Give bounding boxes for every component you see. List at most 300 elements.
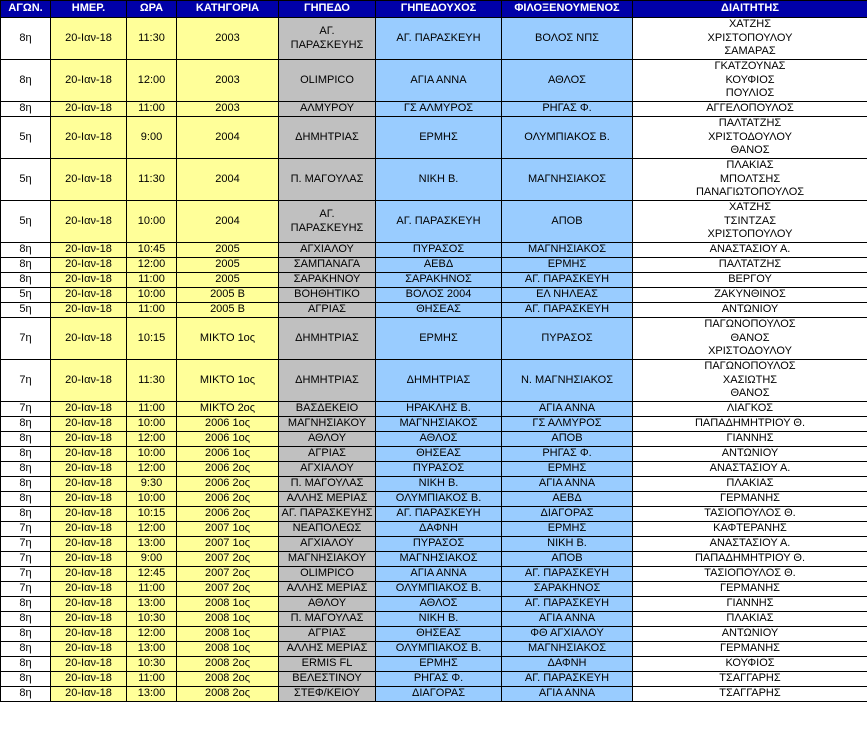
category-cell: 2005	[177, 243, 279, 258]
date-cell: 20-Ιαν-18	[51, 243, 127, 258]
round-cell: 8η	[1, 477, 51, 492]
category-cell: 2007 1ος	[177, 522, 279, 537]
referee-cell: ΑΝΑΣΤΑΣΙΟΥ Α.	[633, 243, 867, 258]
time-cell: 12:45	[127, 567, 177, 582]
category-cell: ΜΙΚΤΟ 1ος	[177, 360, 279, 402]
time-cell: 10:45	[127, 243, 177, 258]
table-row	[1, 492, 867, 507]
away-team-cell: ΕΛ ΝΗΛΕΑΣ	[502, 288, 633, 303]
time-cell: 11:30	[127, 360, 177, 402]
date-cell: 20-Ιαν-18	[51, 18, 127, 60]
referee-cell: ΤΣΑΓΓΑΡΗΣ	[633, 672, 867, 687]
table-row	[1, 657, 867, 672]
away-team-cell: ΡΗΓΑΣ Φ.	[502, 102, 633, 117]
away-team-cell: ΑΠΟΒ	[502, 552, 633, 567]
round-cell: 8η	[1, 642, 51, 657]
away-team-cell: ΑΘΛΟΣ	[502, 60, 633, 102]
round-cell: 8η	[1, 462, 51, 477]
time-cell: 13:00	[127, 687, 177, 702]
time-cell: 9:00	[127, 552, 177, 567]
date-cell: 20-Ιαν-18	[51, 552, 127, 567]
table-row	[1, 243, 867, 258]
away-team-cell: ΜΑΓΝΗΣΙΑΚΟΣ	[502, 243, 633, 258]
time-cell: 11:00	[127, 402, 177, 417]
round-cell: 8η	[1, 507, 51, 522]
header-away-team: ΦΙΛΟΞΕΝΟΥΜΕΝΟΣ	[502, 1, 633, 18]
time-cell: 10:15	[127, 507, 177, 522]
time-cell: 13:00	[127, 537, 177, 552]
referee-cell: ΧΑΤΖΗΣ ΧΡΙΣΤΟΠΟΥΛΟΥ ΣΑΜΑΡΑΣ	[633, 18, 867, 60]
venue-cell: ΑΓΧΙΑΛΟΥ	[279, 537, 376, 552]
time-cell: 12:00	[127, 258, 177, 273]
time-cell: 13:00	[127, 597, 177, 612]
category-cell: 2008 2ος	[177, 672, 279, 687]
home-team-cell: ΒΟΛΟΣ 2004	[376, 288, 502, 303]
table-row	[1, 117, 867, 159]
home-team-cell: ΑΓΙΑ ΑΝΝΑ	[376, 567, 502, 582]
round-cell: 8η	[1, 243, 51, 258]
home-team-cell: ΜΑΓΝΗΣΙΑΚΟΣ	[376, 552, 502, 567]
home-team-cell: ΘΗΣΕΑΣ	[376, 627, 502, 642]
venue-cell: ΣΤΕΦ/ΚΕΙΟΥ	[279, 687, 376, 702]
date-cell: 20-Ιαν-18	[51, 432, 127, 447]
round-cell: 8η	[1, 657, 51, 672]
away-team-cell: ΠΥΡΑΣΟΣ	[502, 318, 633, 360]
home-team-cell: ΝΙΚΗ Β.	[376, 477, 502, 492]
round-cell: 7η	[1, 552, 51, 567]
time-cell: 10:00	[127, 201, 177, 243]
time-cell: 11:00	[127, 273, 177, 288]
referee-cell: ΑΝΑΣΤΑΣΙΟΥ Α.	[633, 462, 867, 477]
table-row	[1, 687, 867, 702]
home-team-cell: ΡΗΓΑΣ Φ.	[376, 672, 502, 687]
date-cell: 20-Ιαν-18	[51, 642, 127, 657]
category-cell: 2008 1ος	[177, 642, 279, 657]
category-cell: 2008 2ος	[177, 657, 279, 672]
table-row	[1, 102, 867, 117]
category-cell: 2006 2ος	[177, 462, 279, 477]
time-cell: 13:00	[127, 642, 177, 657]
home-team-cell: ΘΗΣΕΑΣ	[376, 303, 502, 318]
date-cell: 20-Ιαν-18	[51, 303, 127, 318]
home-team-cell: ΟΛΥΜΠΙΑΚΟΣ Β.	[376, 642, 502, 657]
table-row	[1, 537, 867, 552]
away-team-cell: ΦΘ ΑΓΧΙΑΛΟΥ	[502, 627, 633, 642]
table-row	[1, 597, 867, 612]
header-referee: ΔΙΑΙΤΗΤΗΣ	[633, 1, 867, 18]
time-cell: 9:00	[127, 117, 177, 159]
venue-cell: ΑΛΜΥΡΟΥ	[279, 102, 376, 117]
away-team-cell: ΔΑΦΝΗ	[502, 657, 633, 672]
table-row	[1, 273, 867, 288]
away-team-cell: ΑΕΒΔ	[502, 492, 633, 507]
referee-cell: ΤΑΣΙΟΠΟΥΛΟΣ Θ.	[633, 507, 867, 522]
header-home-team: ΓΗΠΕΔΟΥΧΟΣ	[376, 1, 502, 18]
time-cell: 12:00	[127, 432, 177, 447]
venue-cell: ΔΗΜΗΤΡΙΑΣ	[279, 360, 376, 402]
table-row	[1, 567, 867, 582]
table-row	[1, 627, 867, 642]
away-team-cell: ΑΓ. ΠΑΡΑΣΚΕΥΗ	[502, 672, 633, 687]
away-team-cell: ΑΠΟΒ	[502, 432, 633, 447]
time-cell: 11:00	[127, 303, 177, 318]
date-cell: 20-Ιαν-18	[51, 597, 127, 612]
category-cell: 2008 2ος	[177, 687, 279, 702]
round-cell: 8η	[1, 687, 51, 702]
time-cell: 11:00	[127, 102, 177, 117]
time-cell: 10:00	[127, 447, 177, 462]
date-cell: 20-Ιαν-18	[51, 258, 127, 273]
away-team-cell: ΑΓ. ΠΑΡΑΣΚΕΥΗ	[502, 303, 633, 318]
table-row	[1, 303, 867, 318]
home-team-cell: ΝΙΚΗ Β.	[376, 612, 502, 627]
away-team-cell: ΝΙΚΗ Β.	[502, 537, 633, 552]
category-cell: 2003	[177, 102, 279, 117]
category-cell: 2005 Β	[177, 288, 279, 303]
header-date: ΗΜΕΡ.	[51, 1, 127, 18]
category-cell: 2008 1ος	[177, 612, 279, 627]
venue-cell: ΑΓ. ΠΑΡΑΣΚΕΥΗΣ	[279, 201, 376, 243]
table-row	[1, 402, 867, 417]
home-team-cell: ΠΥΡΑΣΟΣ	[376, 462, 502, 477]
away-team-cell: Ν. ΜΑΓΝΗΣΙΑΚΟΣ	[502, 360, 633, 402]
category-cell: 2007 2ος	[177, 567, 279, 582]
table-row	[1, 507, 867, 522]
category-cell: 2004	[177, 159, 279, 201]
referee-cell: ΓΙΑΝΝΗΣ	[633, 432, 867, 447]
venue-cell: ERMIS FL	[279, 657, 376, 672]
venue-cell: ΔΗΜΗΤΡΙΑΣ	[279, 318, 376, 360]
referee-cell: ΠΑΛΤΑΤΖΗΣ	[633, 258, 867, 273]
date-cell: 20-Ιαν-18	[51, 537, 127, 552]
venue-cell: ΑΓΡΙΑΣ	[279, 303, 376, 318]
home-team-cell: ΑΕΒΔ	[376, 258, 502, 273]
away-team-cell: ΑΠΟΒ	[502, 201, 633, 243]
table-row	[1, 201, 867, 243]
venue-cell: ΑΘΛΟΥ	[279, 597, 376, 612]
away-team-cell: ΑΓΙΑ ΑΝΝΑ	[502, 402, 633, 417]
date-cell: 20-Ιαν-18	[51, 102, 127, 117]
round-cell: 8η	[1, 672, 51, 687]
round-cell: 7η	[1, 360, 51, 402]
home-team-cell: ΠΥΡΑΣΟΣ	[376, 537, 502, 552]
referee-cell: ΠΑΓΩΝΟΠΟΥΛΟΣ ΧΑΣΙΩΤΗΣ ΘΑΝΟΣ	[633, 360, 867, 402]
referee-cell: ΠΑΠΑΔΗΜΗΤΡΙΟΥ Θ.	[633, 417, 867, 432]
date-cell: 20-Ιαν-18	[51, 567, 127, 582]
time-cell: 12:00	[127, 462, 177, 477]
home-team-cell: ΗΡΑΚΛΗΣ Β.	[376, 402, 502, 417]
time-cell: 12:00	[127, 60, 177, 102]
table-row	[1, 552, 867, 567]
date-cell: 20-Ιαν-18	[51, 273, 127, 288]
category-cell: 2007 2ος	[177, 582, 279, 597]
header-row	[1, 1, 867, 18]
away-team-cell: ΑΓ. ΠΑΡΑΣΚΕΥΗ	[502, 597, 633, 612]
time-cell: 9:30	[127, 477, 177, 492]
time-cell: 12:00	[127, 522, 177, 537]
category-cell: 2003	[177, 60, 279, 102]
away-team-cell: ΣΑΡΑΚΗΝΟΣ	[502, 582, 633, 597]
home-team-cell: ΔΑΦΝΗ	[376, 522, 502, 537]
referee-cell: ΚΑΦΤΕΡΑΝΗΣ	[633, 522, 867, 537]
venue-cell: Π. ΜΑΓΟΥΛΑΣ	[279, 159, 376, 201]
category-cell: 2006 1ος	[177, 417, 279, 432]
referee-cell: ΛΙΑΓΚΟΣ	[633, 402, 867, 417]
date-cell: 20-Ιαν-18	[51, 507, 127, 522]
time-cell: 10:00	[127, 288, 177, 303]
venue-cell: ΣΑΜΠΑΝΑΓΑ	[279, 258, 376, 273]
round-cell: 7η	[1, 522, 51, 537]
round-cell: 8η	[1, 627, 51, 642]
round-cell: 8η	[1, 612, 51, 627]
venue-cell: ΒΟΗΘΗΤΙΚΟ	[279, 288, 376, 303]
venue-cell: OLIMPICO	[279, 567, 376, 582]
time-cell: 11:00	[127, 582, 177, 597]
referee-cell: ΤΑΣΙΟΠΟΥΛΟΣ Θ.	[633, 567, 867, 582]
table-row	[1, 672, 867, 687]
home-team-cell: ΜΑΓΝΗΣΙΑΚΟΣ	[376, 417, 502, 432]
away-team-cell: ΑΓ. ΠΑΡΑΣΚΕΥΗ	[502, 273, 633, 288]
round-cell: 5η	[1, 159, 51, 201]
category-cell: 2006 1ος	[177, 447, 279, 462]
venue-cell: ΜΑΓΝΗΣΙΑΚΟΥ	[279, 417, 376, 432]
date-cell: 20-Ιαν-18	[51, 60, 127, 102]
away-team-cell: ΡΗΓΑΣ Φ.	[502, 447, 633, 462]
referee-cell: ΠΑΠΑΔΗΜΗΤΡΙΟΥ Θ.	[633, 552, 867, 567]
away-team-cell: ΜΑΓΝΗΣΙΑΚΟΣ	[502, 159, 633, 201]
venue-cell: ΔΗΜΗΤΡΙΑΣ	[279, 117, 376, 159]
home-team-cell: ΓΣ ΑΛΜΥΡΟΣ	[376, 102, 502, 117]
date-cell: 20-Ιαν-18	[51, 318, 127, 360]
date-cell: 20-Ιαν-18	[51, 477, 127, 492]
table-row	[1, 258, 867, 273]
venue-cell: Π. ΜΑΓΟΥΛΑΣ	[279, 612, 376, 627]
round-cell: 8η	[1, 60, 51, 102]
round-cell: 8η	[1, 492, 51, 507]
venue-cell: ΣΑΡΑΚΗΝΟΥ	[279, 273, 376, 288]
table-row	[1, 477, 867, 492]
home-team-cell: ΝΙΚΗ Β.	[376, 159, 502, 201]
referee-cell: ΓΚΑΤΖΟΥΝΑΣ ΚΟΥΦΙΟΣ ΠΟΥΛΙΟΣ	[633, 60, 867, 102]
venue-cell: ΑΓΡΙΑΣ	[279, 627, 376, 642]
date-cell: 20-Ιαν-18	[51, 288, 127, 303]
venue-cell: OLIMPICO	[279, 60, 376, 102]
table-row	[1, 318, 867, 360]
category-cell: 2006 2ος	[177, 492, 279, 507]
date-cell: 20-Ιαν-18	[51, 201, 127, 243]
round-cell: 5η	[1, 288, 51, 303]
table-row	[1, 447, 867, 462]
referee-cell: ΠΛΑΚΙΑΣ	[633, 612, 867, 627]
date-cell: 20-Ιαν-18	[51, 417, 127, 432]
away-team-cell: ΑΓΙΑ ΑΝΝΑ	[502, 612, 633, 627]
category-cell: 2008 1ος	[177, 597, 279, 612]
header-round: ΑΓΩΝ.	[1, 1, 51, 18]
round-cell: 7η	[1, 567, 51, 582]
time-cell: 11:00	[127, 672, 177, 687]
round-cell: 8η	[1, 18, 51, 60]
venue-cell: ΑΓΡΙΑΣ	[279, 447, 376, 462]
home-team-cell: ΕΡΜΗΣ	[376, 657, 502, 672]
referee-cell: ΧΑΤΖΗΣ ΤΣΙΝΤΖΑΣ ΧΡΙΣΤΟΠΟΥΛΟΥ	[633, 201, 867, 243]
venue-cell: ΝΕΑΠΟΛΕΩΣ	[279, 522, 376, 537]
schedule-body	[1, 18, 867, 702]
venue-cell: ΒΕΛΕΣΤΙΝΟΥ	[279, 672, 376, 687]
date-cell: 20-Ιαν-18	[51, 627, 127, 642]
home-team-cell: ΟΛΥΜΠΙΑΚΟΣ Β.	[376, 582, 502, 597]
round-cell: 7η	[1, 537, 51, 552]
category-cell: ΜΙΚΤΟ 1ος	[177, 318, 279, 360]
referee-cell: ΑΝΑΣΤΑΣΙΟΥ Α.	[633, 537, 867, 552]
referee-cell: ΤΣΑΓΓΑΡΗΣ	[633, 687, 867, 702]
category-cell: 2003	[177, 18, 279, 60]
category-cell: 2005 Β	[177, 303, 279, 318]
venue-cell: ΑΓΧΙΑΛΟΥ	[279, 243, 376, 258]
date-cell: 20-Ιαν-18	[51, 522, 127, 537]
venue-cell: ΑΓ. ΠΑΡΑΣΚΕΥΗΣ	[279, 18, 376, 60]
category-cell: 2004	[177, 201, 279, 243]
round-cell: 5η	[1, 117, 51, 159]
table-row	[1, 417, 867, 432]
away-team-cell: ΑΓΙΑ ΑΝΝΑ	[502, 687, 633, 702]
round-cell: 7η	[1, 318, 51, 360]
time-cell: 10:00	[127, 492, 177, 507]
venue-cell: Π. ΜΑΓΟΥΛΑΣ	[279, 477, 376, 492]
venue-cell: ΑΛΛΗΣ ΜΕΡΙΑΣ	[279, 642, 376, 657]
time-cell: 10:30	[127, 657, 177, 672]
category-cell: 2005	[177, 258, 279, 273]
date-cell: 20-Ιαν-18	[51, 360, 127, 402]
date-cell: 20-Ιαν-18	[51, 117, 127, 159]
home-team-cell: ΑΘΛΟΣ	[376, 597, 502, 612]
category-cell: 2007 2ος	[177, 552, 279, 567]
date-cell: 20-Ιαν-18	[51, 447, 127, 462]
referee-cell: ΓΕΡΜΑΝΗΣ	[633, 582, 867, 597]
home-team-cell: ΑΓ. ΠΑΡΑΣΚΕΥΗ	[376, 507, 502, 522]
time-cell: 10:15	[127, 318, 177, 360]
table-row	[1, 462, 867, 477]
home-team-cell: ΕΡΜΗΣ	[376, 117, 502, 159]
round-cell: 8η	[1, 273, 51, 288]
venue-cell: ΒΑΣΔΕΚΕΙΟ	[279, 402, 376, 417]
venue-cell: ΜΑΓΝΗΣΙΑΚΟΥ	[279, 552, 376, 567]
referee-cell: ΠΛΑΚΙΑΣ	[633, 477, 867, 492]
referee-cell: ΖΑΚΥΝΘΙΝΟΣ	[633, 288, 867, 303]
home-team-cell: ΘΗΣΕΑΣ	[376, 447, 502, 462]
venue-cell: ΑΘΛΟΥ	[279, 432, 376, 447]
referee-cell: ΑΝΤΩΝΙΟΥ	[633, 447, 867, 462]
referee-cell: ΑΓΓΕΛΟΠΟΥΛΟΣ	[633, 102, 867, 117]
venue-cell: ΑΛΛΗΣ ΜΕΡΙΑΣ	[279, 492, 376, 507]
referee-cell: ΠΛΑΚΙΑΣ ΜΠΟΛΤΣΗΣ ΠΑΝΑΓΙΩΤΟΠΟΥΛΟΣ	[633, 159, 867, 201]
away-team-cell: ΑΓΙΑ ΑΝΝΑ	[502, 477, 633, 492]
away-team-cell: ΑΓ. ΠΑΡΑΣΚΕΥΗ	[502, 567, 633, 582]
time-cell: 12:00	[127, 627, 177, 642]
category-cell: 2006 2ος	[177, 477, 279, 492]
table-row	[1, 432, 867, 447]
time-cell: 10:00	[127, 417, 177, 432]
away-team-cell: ΕΡΜΗΣ	[502, 258, 633, 273]
referee-cell: ΓΙΑΝΝΗΣ	[633, 597, 867, 612]
round-cell: 8η	[1, 432, 51, 447]
category-cell: 2005	[177, 273, 279, 288]
referee-cell: ΑΝΤΩΝΙΟΥ	[633, 303, 867, 318]
table-row	[1, 288, 867, 303]
home-team-cell: ΑΓ. ΠΑΡΑΣΚΕΥΗ	[376, 18, 502, 60]
referee-cell: ΚΟΥΦΙΟΣ	[633, 657, 867, 672]
away-team-cell: ΕΡΜΗΣ	[502, 522, 633, 537]
header-category: ΚΑΤΗΓΟΡΙΑ	[177, 1, 279, 18]
round-cell: 8η	[1, 447, 51, 462]
home-team-cell: ΠΥΡΑΣΟΣ	[376, 243, 502, 258]
home-team-cell: ΟΛΥΜΠΙΑΚΟΣ Β.	[376, 492, 502, 507]
referee-cell: ΑΝΤΩΝΙΟΥ	[633, 627, 867, 642]
round-cell: 5η	[1, 303, 51, 318]
category-cell: ΜΙΚΤΟ 2ος	[177, 402, 279, 417]
home-team-cell: ΕΡΜΗΣ	[376, 318, 502, 360]
away-team-cell: ΟΛΥΜΠΙΑΚΟΣ Β.	[502, 117, 633, 159]
home-team-cell: ΣΑΡΑΚΗΝΟΣ	[376, 273, 502, 288]
venue-cell: ΑΓΧΙΑΛΟΥ	[279, 462, 376, 477]
table-row	[1, 582, 867, 597]
home-team-cell: ΑΘΛΟΣ	[376, 432, 502, 447]
table-row	[1, 159, 867, 201]
table-row	[1, 18, 867, 60]
date-cell: 20-Ιαν-18	[51, 402, 127, 417]
time-cell: 11:30	[127, 159, 177, 201]
referee-cell: ΠΑΛΤΑΤΖΗΣ ΧΡΙΣΤΟΔΟΥΛΟΥ ΘΑΝΟΣ	[633, 117, 867, 159]
table-row	[1, 360, 867, 402]
table-row	[1, 642, 867, 657]
date-cell: 20-Ιαν-18	[51, 159, 127, 201]
category-cell: 2006 1ος	[177, 432, 279, 447]
round-cell: 8η	[1, 102, 51, 117]
away-team-cell: ΕΡΜΗΣ	[502, 462, 633, 477]
home-team-cell: ΑΓ. ΠΑΡΑΣΚΕΥΗ	[376, 201, 502, 243]
table-row	[1, 522, 867, 537]
round-cell: 7η	[1, 402, 51, 417]
away-team-cell: ΔΙΑΓΟΡΑΣ	[502, 507, 633, 522]
category-cell: 2004	[177, 117, 279, 159]
round-cell: 8η	[1, 258, 51, 273]
referee-cell: ΒΕΡΓΟΥ	[633, 273, 867, 288]
date-cell: 20-Ιαν-18	[51, 582, 127, 597]
time-cell: 11:30	[127, 18, 177, 60]
date-cell: 20-Ιαν-18	[51, 687, 127, 702]
away-team-cell: ΜΑΓΝΗΣΙΑΚΟΣ	[502, 642, 633, 657]
round-cell: 7η	[1, 582, 51, 597]
referee-cell: ΓΕΡΜΑΝΗΣ	[633, 492, 867, 507]
venue-cell: ΑΛΛΗΣ ΜΕΡΙΑΣ	[279, 582, 376, 597]
referee-cell: ΓΕΡΜΑΝΗΣ	[633, 642, 867, 657]
round-cell: 8η	[1, 417, 51, 432]
date-cell: 20-Ιαν-18	[51, 462, 127, 477]
category-cell: 2006 2ος	[177, 507, 279, 522]
header-venue: ΓΗΠΕΔΟ	[279, 1, 376, 18]
date-cell: 20-Ιαν-18	[51, 672, 127, 687]
away-team-cell: ΒΟΛΟΣ ΝΠΣ	[502, 18, 633, 60]
round-cell: 5η	[1, 201, 51, 243]
round-cell: 8η	[1, 597, 51, 612]
header-time: ΩΡΑ	[127, 1, 177, 18]
referee-cell: ΠΑΓΩΝΟΠΟΥΛΟΣ ΘΑΝΟΣ ΧΡΙΣΤΟΔΟΥΛΟΥ	[633, 318, 867, 360]
date-cell: 20-Ιαν-18	[51, 612, 127, 627]
table-row	[1, 612, 867, 627]
home-team-cell: ΔΗΜΗΤΡΙΑΣ	[376, 360, 502, 402]
date-cell: 20-Ιαν-18	[51, 492, 127, 507]
category-cell: 2007 1ος	[177, 537, 279, 552]
table-row	[1, 60, 867, 102]
